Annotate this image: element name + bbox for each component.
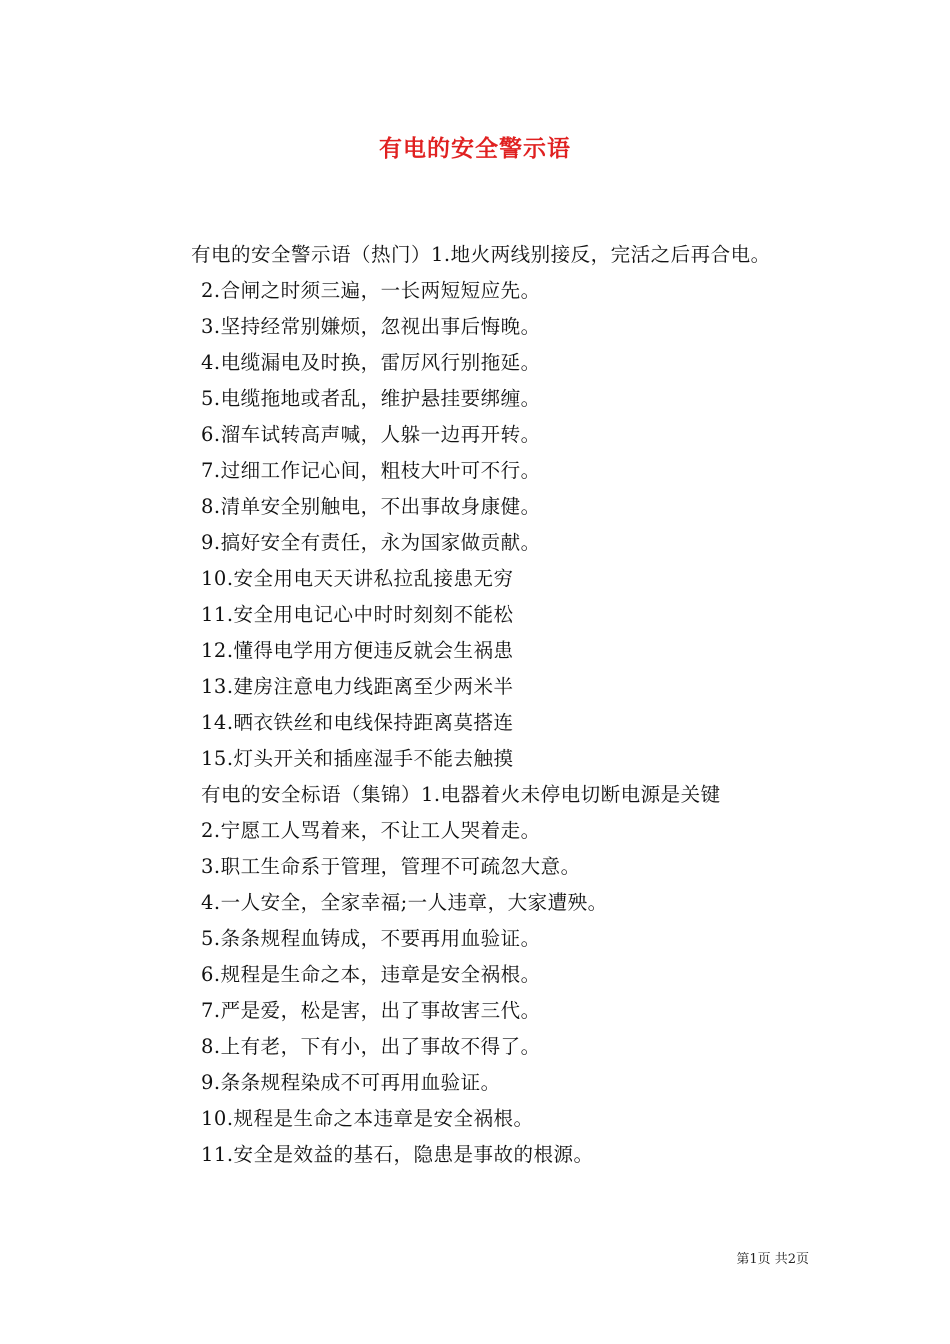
slogan-line: 10.安全用电天天讲私拉乱接患无穷 xyxy=(201,567,514,590)
slogan-line: 7.严是爱，松是害，出了事故害三代。 xyxy=(201,999,541,1022)
slogan-line: 5.电缆拖地或者乱，维护悬挂要绑缠。 xyxy=(201,387,541,410)
slogan-list xyxy=(145,273,815,1173)
slogan-line: 6.规程是生命之本，违章是安全祸根。 xyxy=(201,963,541,986)
slogan-line: 9.搞好安全有责任，永为国家做贡献。 xyxy=(201,531,541,554)
intro-paragraph: 有电的安全警示语（热门）1.地火两线别接反，完活之后再合电。 xyxy=(191,243,771,266)
slogan-line: 4.电缆漏电及时换，雷厉风行别拖延。 xyxy=(201,351,541,374)
slogan-line: 11.安全是效益的基石，隐患是事故的根源。 xyxy=(201,1143,594,1166)
document-title: 有电的安全警示语 xyxy=(379,135,571,162)
slogan-line: 8.清单安全别触电，不出事故身康健。 xyxy=(201,495,541,518)
slogan-line: 6.溜车试转高声喊，人躲一边再开转。 xyxy=(201,423,541,446)
slogan-line: 13.建房注意电力线距离至少两米半 xyxy=(201,675,514,698)
slogan-line: 2.合闸之时须三遍，一长两短短应先。 xyxy=(201,279,541,302)
slogan-line: 有电的安全标语（集锦）1.电器着火未停电切断电源是关键 xyxy=(201,783,721,806)
slogan-line: 3.坚持经常别嫌烦，忽视出事后悔晚。 xyxy=(201,315,541,338)
page-number: 第1页 共2页 xyxy=(736,1252,809,1267)
document-body xyxy=(145,237,815,1173)
slogan-line: 4.一人安全，全家幸福;一人违章，大家遭殃。 xyxy=(201,891,608,914)
slogan-line: 5.条条规程血铸成，不要再用血验证。 xyxy=(201,927,541,950)
slogan-line: 12.懂得电学用方便违反就会生祸患 xyxy=(201,639,514,662)
slogan-line: 3.职工生命系于管理，管理不可疏忽大意。 xyxy=(201,855,581,878)
slogan-line: 2.宁愿工人骂着来，不让工人哭着走。 xyxy=(201,819,541,842)
slogan-line: 11.安全用电记心中时时刻刻不能松 xyxy=(201,603,514,626)
slogan-line: 14.晒衣铁丝和电线保持距离莫搭连 xyxy=(201,711,514,734)
slogan-line: 8.上有老，下有小，出了事故不得了。 xyxy=(201,1035,541,1058)
slogan-line: 10.规程是生命之本违章是安全祸根。 xyxy=(201,1107,534,1130)
slogan-line: 7.过细工作记心间，粗枝大叶可不行。 xyxy=(201,459,541,482)
slogan-line: 15.灯头开关和插座湿手不能去触摸 xyxy=(201,747,514,770)
slogan-line: 9.条条规程染成不可再用血验证。 xyxy=(201,1071,501,1094)
